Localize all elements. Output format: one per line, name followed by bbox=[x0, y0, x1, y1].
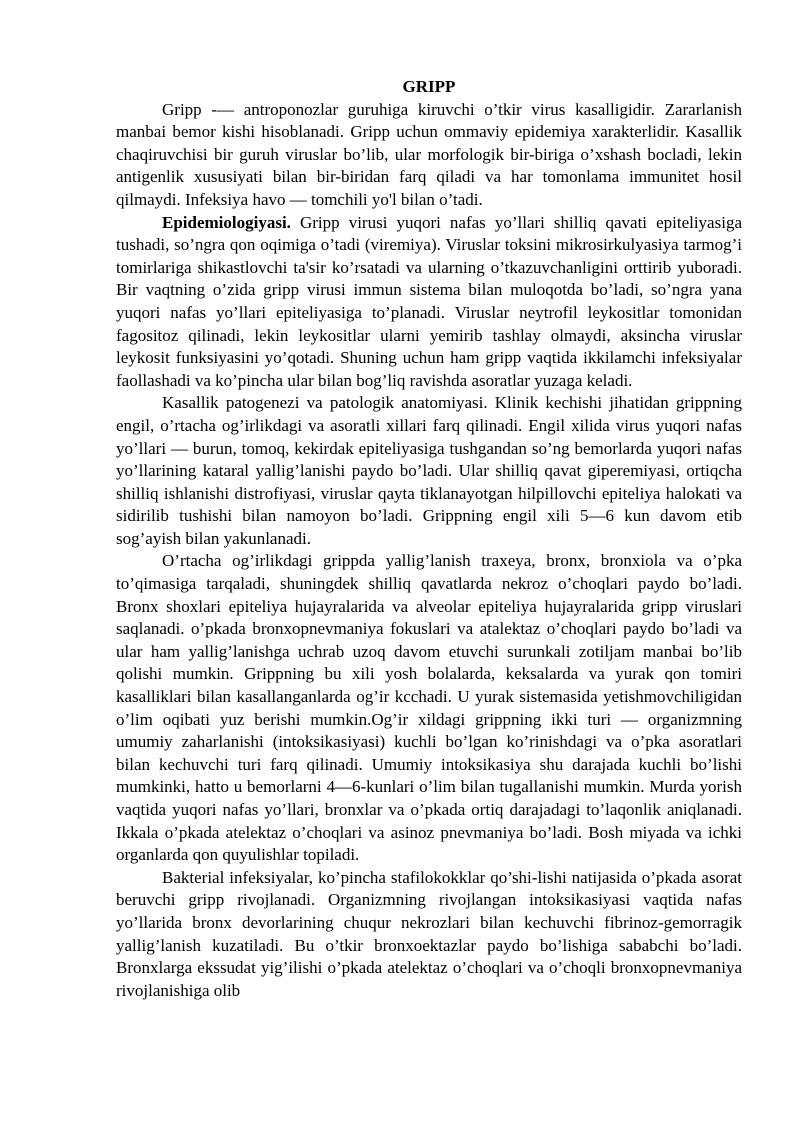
paragraph-intro bbox=[116, 99, 742, 212]
paragraph-text: O’rtacha og’irlikdagi grippda yallig’lanish traxeya, bronx, bronxiola va o’pka to’qimasiga tarqaladi, shuningdek shilliq qavatlarda nekroz o’choqlari paydo bo’ladi. Bronx shoxlari epiteliya hujayralarida va alveolar epiteliya hujayralarida gripp viruslari saqlanadi. o’pkada bronxopnevmaniya fokuslari va atalektaz o’choqlari paydo bo’ladi va ular ham yallig’lanishga uchrab uzoq davom etuvchi surunkali zotiljam manbai bo’lib qolishi mumkin. Grippning bu xili yosh bolalarda, keksalarda va yurak qon tomiri kasalliklari bilan kasallanganlarda og’ir kcchadi. U yurak sistemasida yetishmovchiligidan o’lim oqibati yuz berishi mumkin.Og’ir xildagi grippning ikki turi — organizmning umumiy zaharlanishi (intoksikasiyasi) kuchli bo’lgan ko’rinishdagi va o’pka asoratlari bilan kechuvchi turi farq qilinadi. Umumiy intoksikasiya shu darajada kuchli bo’lishi mumkinki, hatto u bemorlarni 4—6-kunlari o’lim bilan tugallanishi mumkin. Murda yorish vaqtida yuqori nafas yo’llari, bronxlar va o’pkada ortiq darajadagi to’laqonlik aniqlanadi. Ikkala o’pkada atelektaz o’choqlari va asinoz pnevmaniya bo’ladi. Bosh miyada va ichki organlarda qon quyulishlar topiladi. bbox=[116, 551, 742, 865]
document-page bbox=[116, 76, 742, 1002]
paragraph-pathogenesis bbox=[116, 392, 742, 550]
paragraph-text: Gripp virusi yuqori nafas yo’llari shilliq qavati epiteliyasiga tushadi, so’ngra qon oqimiga o’tadi (viremiya). Viruslar toksini mikrosirkulyasiya tarmog’i tomirlariga shikastlovchi ta'sir ko’rsatadi va ularning o’tkazuvchanligini orttirib yuboradi. Bir vaqtning o’zida gripp virusi immun sistema bilan muloqotda bo’ladi, so’ngra yana yuqori nafas yo’llari epiteliyasiga to’planadi. Viruslar neytrofil leykositlar tomonidan fagositoz qilinadi, lekin leykositlar ularni yemirib tashlay olmaydi, aksincha viruslar leykosit funksiyasini yo’qotadi. Shuning uchun ham gripp vaqtida ikkilamchi infeksiyalar faollashadi va ko’pincha ular bilan bog’liq ravishda asoratlar yuzaga keladi. bbox=[116, 212, 742, 390]
document-title: GRIPP bbox=[402, 77, 456, 96]
paragraph-moderate-form bbox=[116, 550, 742, 866]
paragraph-text: Kasallik patogenezi va patologik anatomiyasi. Klinik kechishi jihatidan grippning engil, o’rtacha og’irlikdagi va asoratli xillari farq qilinadi. Engil xilida virus yuqori nafas yo’llari — burun, tomoq, kekirdak epiteliyasiga tushgandan so’ng bemorlarda yuqori nafas yo’llarining kataral yallig’lanishi paydo bo’ladi. Ular shilliq qavat giperemiyasi, ortiqcha shilliq ishlanishi distrofiyasi, viruslar qayta tiklanayotgan hilpillovchi epiteliya halokati va sidirilib tushishi bilan namoyon bo’ladi. Grippning engil xili 5—6 kun davom etib sog’ayish bilan yakunlanadi. bbox=[116, 393, 742, 548]
paragraph-text: Gripp -— antroponozlar guruhiga kiruvchi o’tkir virus kasalligidir. Zararlanish manbai bemor kishi hisoblanadi. Gripp uchun ommaviy epidemiya xarakterlidir. Kasallik chaqiruvchisi bir guruh viruslar bo’lib, ular morfologik bir-biriga o’xshash bocladi, lekin antigenlik xususiyati bilan bir-biridan farq qiladi va har tomonlama immunitet hosil qilmaydi. Infeksiya havo — tomchili yo'l bilan o’tadi. bbox=[116, 99, 742, 209]
paragraph-text: Bakterial infeksiyalar, ko’pincha stafilokokklar qo’shi-lishi natijasida o’pkada asorat beruvchi gripp rivojlanadi. Organizmning rivojlangan intoksikasiyasi vaqtida nafas yo’llarida bronx devorlarining chuqur nekrozlari bilan kechuvchi fibrinoz-gemorragik yallig’lanish kuzatiladi. Bu o’tkir bronxoektazlar paydo bo’lishiga sababchi bo’ladi. Bronxlarga ekssudat yig’ilishi o’pkada atelektaz o’choqlari va o’choqli bronxopnevmaniya rivojlanishiga olib bbox=[116, 867, 742, 1000]
paragraph-lead-heading: Epidemiologiyasi. bbox=[162, 212, 291, 232]
paragraph-bacterial bbox=[116, 867, 742, 1003]
paragraph-epidemiology bbox=[116, 212, 742, 393]
